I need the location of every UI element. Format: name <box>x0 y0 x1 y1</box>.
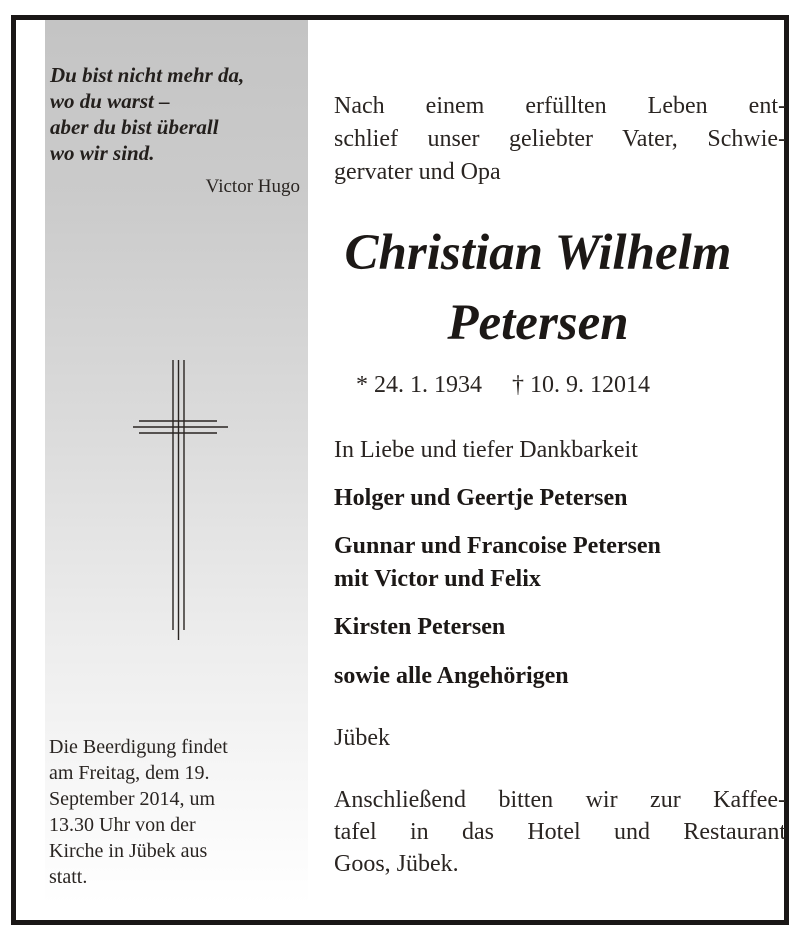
mourner-name: mit Victor und Felix <box>334 566 541 592</box>
quote-line: wo wir sind. <box>50 141 155 165</box>
funeral-info <box>49 734 304 890</box>
funeral-line: Kirche in Jübek aus <box>49 840 208 862</box>
closing-line: tafel in das Hotel und Restaurant <box>334 819 786 845</box>
funeral-line: statt. <box>49 866 88 888</box>
closing-line: Anschließend bitten wir zur Kaffee- <box>334 787 786 813</box>
mourners-intro: In Liebe und tiefer Dankbarkeit <box>334 437 638 463</box>
quote-author: Victor Hugo <box>205 176 300 197</box>
obituary-frame <box>11 15 789 925</box>
quote <box>50 62 310 166</box>
quote-line: Du bist nicht mehr da, <box>50 63 245 87</box>
closing-line: Goos, Jübek. <box>334 851 459 877</box>
death-date: † 10. 9. 12014 <box>512 372 650 398</box>
intro-line: Nach einem erfüllten Leben ent- <box>334 93 786 119</box>
mourner-name: Holger und Geertje Petersen <box>334 485 628 511</box>
funeral-line: 13.30 Uhr von der <box>49 814 196 836</box>
birth-date: * 24. 1. 1934 <box>356 372 482 398</box>
quote-line: wo du warst – <box>50 89 170 113</box>
intro-line: schlief unser geliebter Vater, Schwie- <box>334 126 786 152</box>
cross-icon <box>131 360 231 645</box>
deceased-first-names: Christian Wilhelm <box>344 225 732 281</box>
funeral-line: Die Beerdigung findet <box>49 736 228 758</box>
mourner-name: Gunnar und Francoise Petersen <box>334 533 661 559</box>
funeral-line: am Freitag, dem 19. <box>49 762 210 784</box>
place: Jübek <box>334 725 390 751</box>
funeral-line: September 2014, um <box>49 788 216 810</box>
mourner-name: Kirsten Petersen <box>334 614 506 640</box>
mourner-name: sowie alle Angehörigen <box>334 663 569 689</box>
deceased-last-name: Petersen <box>447 295 629 351</box>
closing-text <box>334 784 786 880</box>
quote-line: aber du bist überall <box>50 115 219 139</box>
life-dates <box>356 372 650 399</box>
intro-line: gervater und Opa <box>334 159 501 185</box>
intro-text <box>334 90 786 189</box>
